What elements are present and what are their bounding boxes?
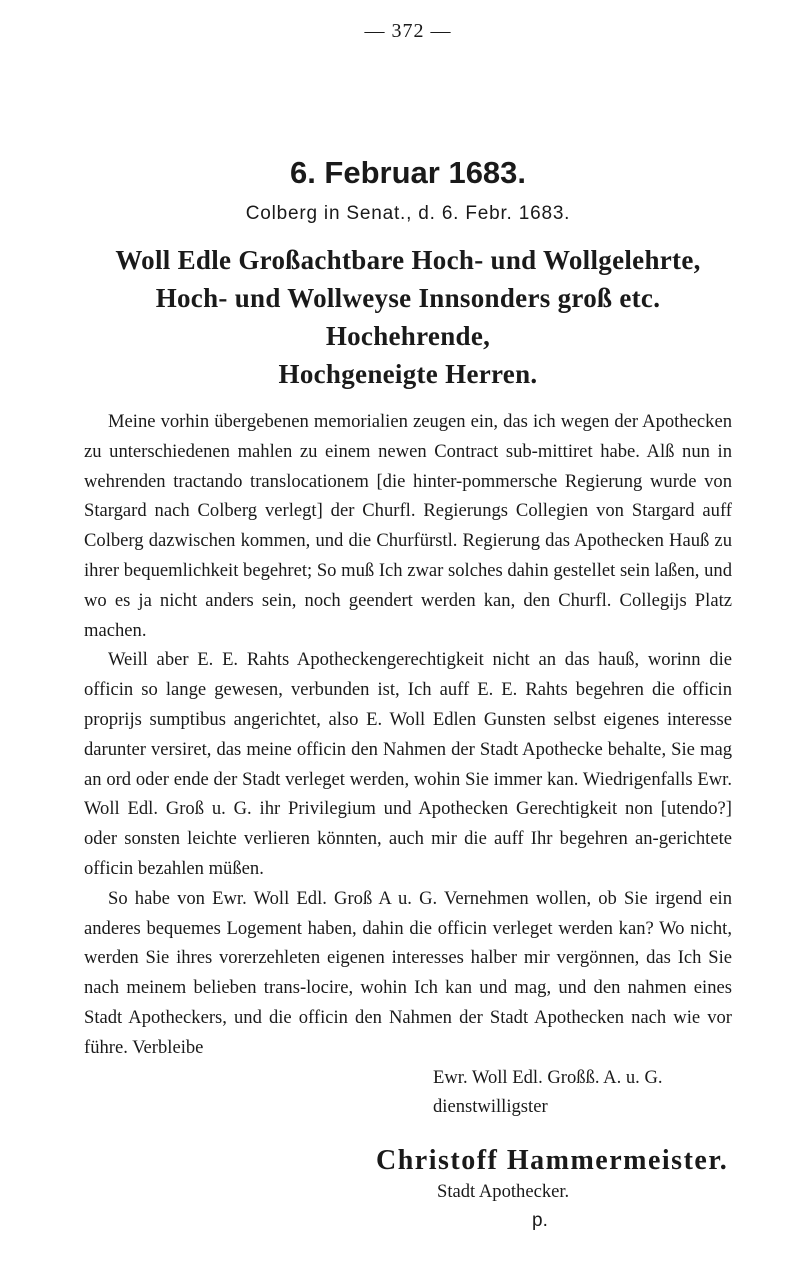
salutation-line-1: Woll Edle Großachtbare Hoch- und Wollgelehrte, [115,245,701,275]
letter-body [84,407,732,1063]
body-paragraph-3: So habe von Ewr. Woll Edl. Groß A u. G. Vernehmen wollen, ob Sie irgend ein anderes bequemes Logement haben, dahin die officin verleget werden kan? Wo nicht, werden Sie ihres vorerzehleten eigenen interesses halber mir vergönnen, das Ich Sie nach meinem belieben trans-locire, wohin Ich kan und mag, und den nahmen eines Stadt Apotheckers, und die officin den Nahmen der Stadt Apothecken nach wie vor führe. Verbleibe [84,887,732,1058]
closing-line-1: Ewr. Woll Edl. Großß. A. u. G. [433,1066,663,1088]
signature-name: Christoff Hammermeister. [376,1145,729,1177]
letter-date-heading: 6. Februar 1683. [289,155,527,190]
closing-line-2: dienstwilligster [433,1096,548,1118]
closing-formula [433,1063,732,1123]
signature-role: Stadt Apothecker. [437,1181,570,1203]
body-paragraph-1: Meine vorhin übergebenen memorialien zeugen ein, das ich wegen der Apothecken zu unterschiedenen mahlen zu einem newen Contract sub-mittiret habe. Alß nun in wehrenden tractando translocationem [die hinter-pommersche Regierung wurde von Stargard nach Colberg verlegt] der Churfl. Regierungs Collegien von Stargard auff Colberg dazwischen kommen, und die Churfürstl. Regierung das Apothecken Hauß zu ihrer bequemlichkeit begehret; So muß Ich zwar solches dahin gestellet sein laßen, und wo es ja nicht anders sein, noch geendert werden kan, den Churfl. Collegijs Platz machen. [84,411,732,641]
body-paragraph-2: Weill aber E. E. Rahts Apotheckengerechtigkeit nicht an das hauß, worinn die officin so lange gewesen, verbunden ist, Ich auff E. E. Rahts begehren die officin proprijs sumptibus angerichtet, also E. Woll Edlen Gunsten selbst eigenes interesse darunter versiret, das meine officin den Nahmen der Stadt Apothecke behalte, Sie mag an ord oder ende der Stadt verleget werden, wohin Sie immer kan. Wiedrigenfalls Ewr. Woll Edl. Groß u. G. ihr Privilegium und Apothecken Gerechtigkeit non [utendo?] oder sonsten leichte verlieren könnten, auch mir die auff Ihr begehren an-gerichtete officin bezahlen müßen. [84,649,732,879]
salutation-line-3: Hochgeneigte Herren. [278,359,538,389]
letter-source-line: Colberg in Senat., d. 6. Febr. 1683. [245,203,571,224]
page-number: — 372 — [364,20,452,42]
salutation-line-2: Hoch- und Wollweyse Innsonders groß etc. Hochehrende, [155,283,661,351]
salutation [84,241,732,393]
signature-mark: p. [532,1210,548,1232]
